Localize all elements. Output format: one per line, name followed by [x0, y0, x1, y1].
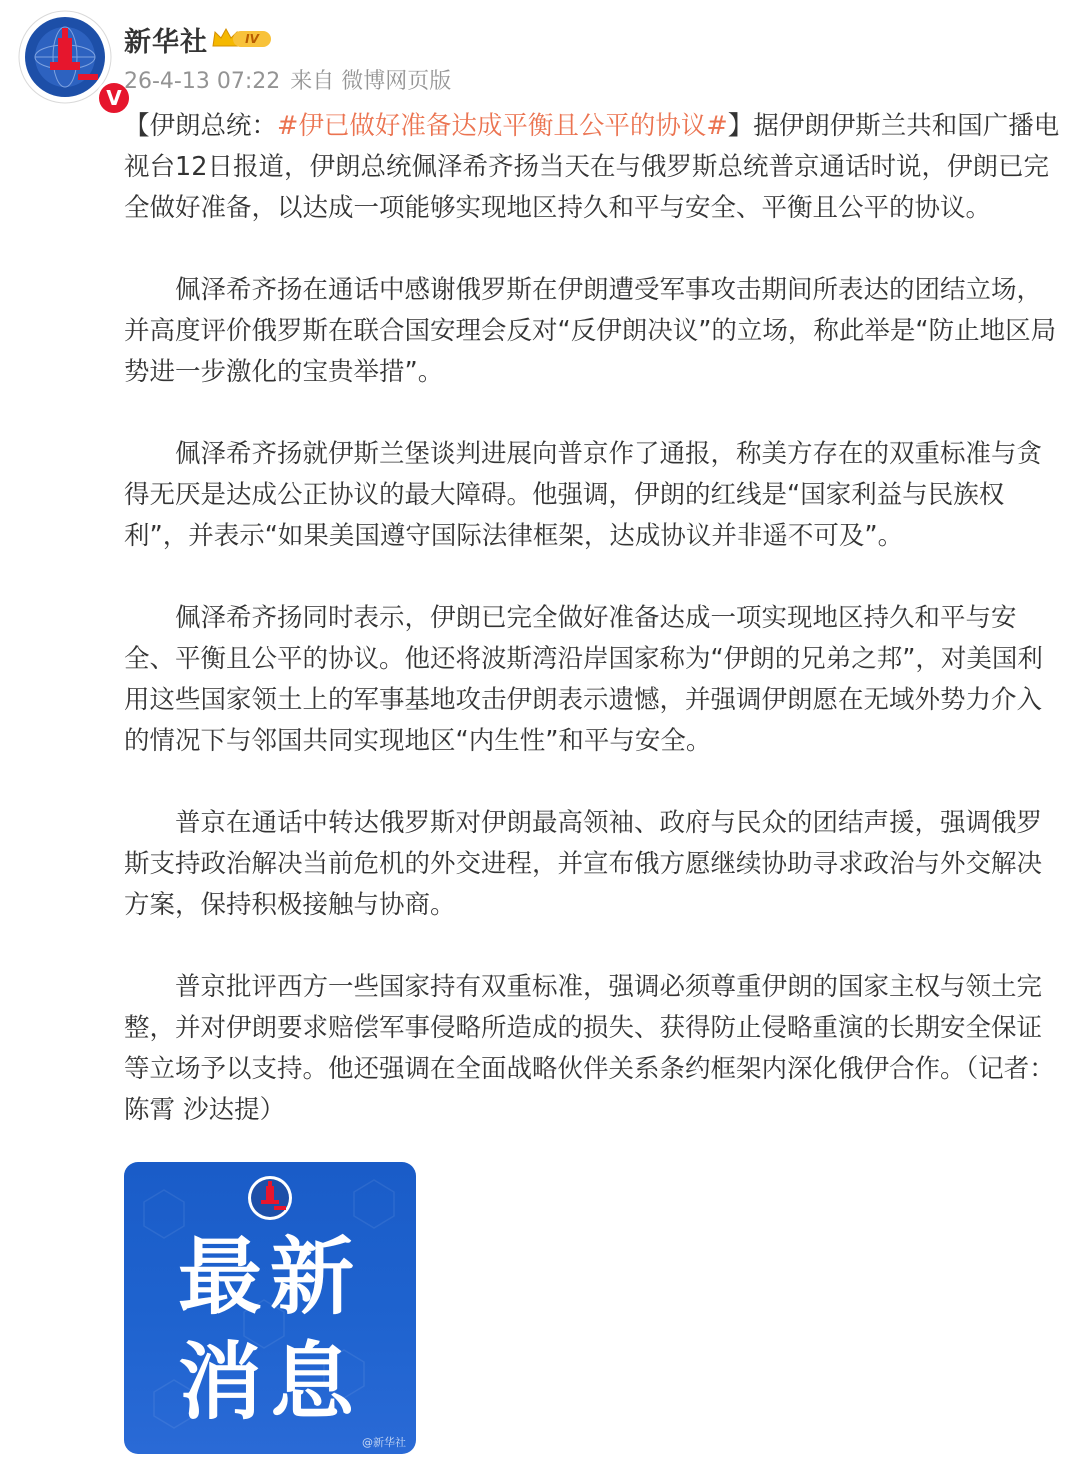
paragraph-5: 普京在通话中转达俄罗斯对伊朗最高领袖、政府与民众的团结声援，强调俄罗斯支持政治解决当前危机的外交进程，并宣布俄方愿继续协助寻求政治与外交解决方案，保持积极接触与协商。 — [124, 808, 1043, 920]
post-source: 来自 微博网页版 — [290, 69, 452, 94]
post-timestamp[interactable]: 26-4-13 07:22 — [124, 69, 281, 94]
headline-prefix: 【伊朗总统： — [124, 111, 278, 141]
paragraph-6: 普京批评西方一些国家持有双重标准，强调必须尊重伊朗的国家主权与领土完整，并对伊朗要求赔偿军事侵略所造成的损失、获得防止侵略重演的长期安全保证等立场予以支持。他还强调在全面战略伙伴关系条约框架内深化俄伊合作。（记者：陈霄 沙达提） — [124, 972, 1055, 1125]
level-crown-icon[interactable] — [211, 26, 273, 50]
paragraph-3: 佩泽希齐扬就伊斯兰堡谈判进展向普京作了通报，称美方存在的双重标准与贪得无厌是达成公正协议的最大障碍。他强调，伊朗的红线是“国家利益与民族权利”，并表示“如果美国遵守国际法律框架，达成协议并非遥不可及”。 — [124, 439, 1043, 551]
image-headline-line2: 消息 — [177, 1333, 362, 1431]
image-watermark: @新华社 — [362, 1436, 406, 1449]
verified-badge-icon: V — [96, 80, 132, 116]
paragraph-2: 佩泽希齐扬在通话中感谢俄罗斯在伊朗遭受军事攻击期间所表达的团结立场，并高度评价俄罗斯在联合国安理会反对“反伊朗决议”的立场，称此举是“防止地区局势进一步激化的宝贵举措”。 — [124, 275, 1057, 387]
paragraph-1 — [124, 106, 1064, 229]
xinhua-emblem-icon — [246, 1174, 294, 1222]
paragraph-1-body: 】据伊朗伊斯兰共和国广播电视台12日报道，伊朗总统佩泽希齐扬当天在与俄罗斯总统普京通话时说，伊朗已完全做好准备，以达成一项能够实现地区持久和平与安全、平衡且公平的协议。 — [124, 111, 1060, 223]
avatar[interactable] — [18, 10, 122, 110]
paragraph-4: 佩泽希齐扬同时表示，伊朗已完全做好准备达成一项实现地区持久和平与安全、平衡且公平的协议。他还将波斯湾沿岸国家称为“伊朗的兄弟之邦”，对美国利用这些国家领土上的军事基地攻击伊朗表示遗憾，并强调伊朗愿在无域外势力介入的情况下与邻国共同实现地区“内生性”和平与安全。 — [124, 603, 1043, 756]
author-name[interactable]: 新华社 — [124, 27, 208, 58]
post-meta — [124, 64, 461, 95]
topic-link[interactable]: #伊已做好准备达成平衡且公平的协议# — [277, 111, 728, 141]
post-image[interactable] — [124, 1162, 416, 1454]
level-badge-text: IV — [245, 32, 259, 46]
image-headline-line1: 最新 — [177, 1228, 362, 1326]
post-content — [124, 106, 1064, 1172]
